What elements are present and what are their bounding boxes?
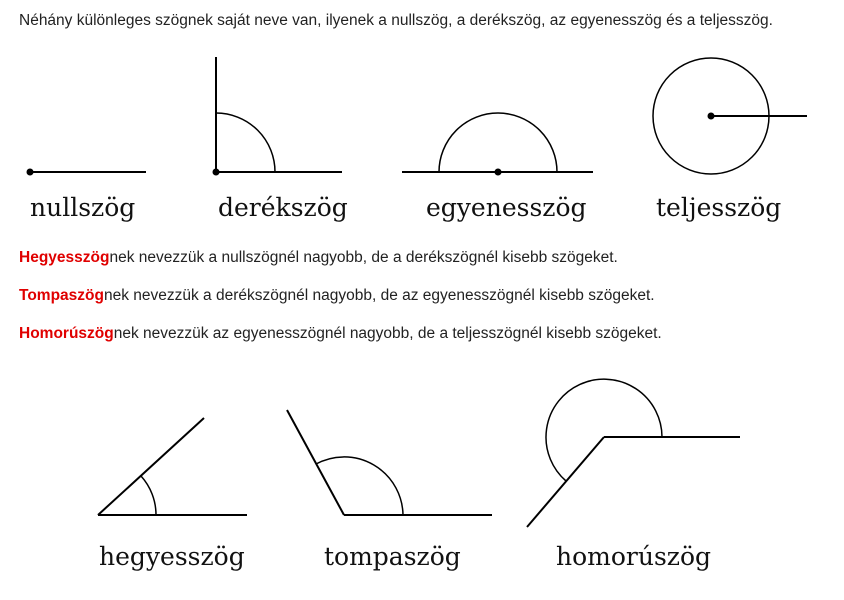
definition-text: nek nevezzük a nullszögnél nagyobb, de a derékszögnél kisebb szögeket. [109, 249, 618, 266]
reflex-angle-diagram [527, 379, 740, 527]
caption-derekszog: derékszög [218, 193, 348, 222]
caption-teljesszog: teljesszög [656, 193, 782, 222]
definition-term: Hegyesszög [19, 249, 110, 266]
zero-angle-diagram [27, 169, 147, 176]
obtuse-angle-diagram [287, 410, 492, 515]
definition-text: nek nevezzük az egyenesszögnél nagyobb, de a teljesszögnél kisebb szögeket. [113, 325, 662, 342]
definition-tompaszog [19, 287, 655, 305]
straight-angle-diagram [402, 113, 593, 175]
definition-term: Homorúszög [19, 325, 114, 342]
caption-hegyesszog: hegyesszög [99, 542, 245, 571]
angle-types-figure [0, 370, 844, 590]
definition-text: nek nevezzük a derékszögnél nagyobb, de az egyenesszögnél kisebb szögeket. [103, 287, 655, 304]
caption-egyenesszog: egyenesszög [426, 193, 587, 222]
acute-angle-diagram [98, 418, 247, 515]
intro-text: Néhány különleges szögnek saját neve van, ilyenek a nullszög, a derékszög, az egyenesszög és a teljesszög. [19, 12, 773, 29]
right-angle-diagram [213, 57, 343, 176]
full-angle-diagram [653, 58, 807, 174]
definition-hegyesszog [19, 249, 618, 267]
definition-homoruszog [19, 325, 662, 343]
caption-nullszog: nullszög [30, 193, 136, 222]
special-angles-figure [0, 50, 844, 230]
caption-homoruszog: homorúszög [556, 542, 712, 571]
caption-tompaszog: tompaszög [324, 542, 461, 571]
definition-term: Tompaszög [19, 287, 104, 304]
